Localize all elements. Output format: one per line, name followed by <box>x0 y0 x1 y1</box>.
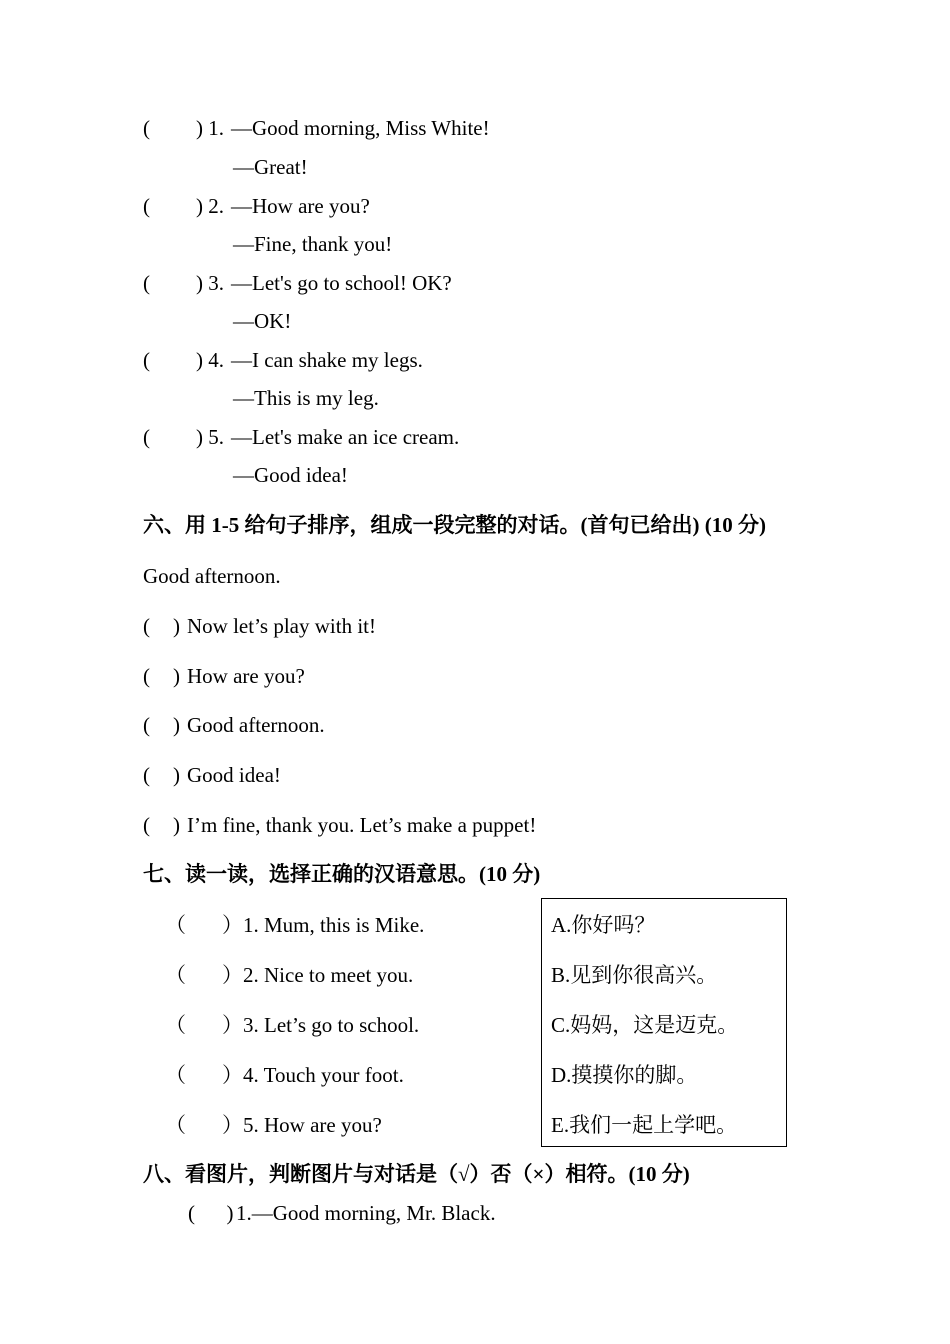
options-box <box>541 898 787 1147</box>
match-paren-open: （ <box>165 913 186 937</box>
order-paren-open: ( <box>143 664 150 688</box>
dialogue-line-1: —Good morning, Miss White! <box>231 116 490 140</box>
match-paren-open: （ <box>165 1113 186 1137</box>
order-paren-close: ) <box>173 763 180 787</box>
dialogue-line-1: —Let's go to school! OK? <box>231 271 452 295</box>
match-sentence: ）2. Nice to meet you. <box>222 963 414 987</box>
section6-first-sentence: Good afternoon. <box>143 564 281 588</box>
section8-heading: 八、看图片，判断图片与对话是（√）否（×）相符。(10 分) <box>143 1162 690 1186</box>
match-paren-open: （ <box>165 1063 186 1087</box>
section6-heading: 六、用 1-5 给句子排序，组成一段完整的对话。(首句已给出) (10 分) <box>143 513 766 537</box>
order-paren-open: ( <box>143 713 150 737</box>
answer-paren-open: ( <box>143 348 150 372</box>
option-d: D.摸摸你的脚。 <box>551 1063 698 1087</box>
order-paren-close: ) <box>173 813 180 837</box>
answer-paren-open: ( <box>143 425 150 449</box>
dialogue-line-2: —Fine, thank you! <box>233 232 393 256</box>
order-paren-close: ) <box>173 614 180 638</box>
order-paren-close: ) <box>173 664 180 688</box>
dialogue-line-1: —I can shake my legs. <box>231 348 423 372</box>
dialogue-line-1: —Let's make an ice cream. <box>231 425 460 449</box>
dialogue-line-2: —This is my leg. <box>233 386 379 410</box>
answer-paren-open: ( <box>143 271 150 295</box>
judge-paren: ( ) <box>188 1201 234 1225</box>
sentence-text: I’m fine, thank you. Let’s make a puppet! <box>187 813 537 837</box>
order-paren-close: ) <box>173 713 180 737</box>
item-number: ) 1. <box>196 116 224 140</box>
dialogue-line-2: —Great! <box>233 155 308 179</box>
item-number: ) 4. <box>196 348 224 372</box>
match-paren-open: （ <box>165 963 186 987</box>
order-paren-open: ( <box>143 763 150 787</box>
match-sentence: ）5. How are you? <box>222 1113 382 1137</box>
item-number: ) 2. <box>196 194 224 218</box>
answer-paren-open: ( <box>143 194 150 218</box>
match-sentence: ）4. Touch your foot. <box>222 1063 404 1087</box>
option-b: B.见到你很高兴。 <box>551 963 718 987</box>
item-number: ) 3. <box>196 271 224 295</box>
match-sentence: ）1. Mum, this is Mike. <box>222 913 425 937</box>
match-paren-open: （ <box>165 1013 186 1037</box>
sentence-text: Good afternoon. <box>187 713 325 737</box>
order-paren-open: ( <box>143 813 150 837</box>
match-sentence: ）3. Let’s go to school. <box>222 1013 420 1037</box>
sentence-text: Now let’s play with it! <box>187 614 376 638</box>
sentence-text: Good idea! <box>187 763 281 787</box>
judge-dialogue: 1.—Good morning, Mr. Black. <box>236 1201 496 1225</box>
sentence-text: How are you? <box>187 664 305 688</box>
dialogue-line-1: —How are you? <box>231 194 370 218</box>
option-c: C.妈妈，这是迈克。 <box>551 1013 739 1037</box>
section7-heading: 七、读一读，选择正确的汉语意思。(10 分) <box>143 862 541 886</box>
option-e: E.我们一起上学吧。 <box>551 1113 738 1137</box>
item-number: ) 5. <box>196 425 224 449</box>
option-a: A.你好吗？ <box>551 913 656 937</box>
dialogue-line-2: —Good idea! <box>233 463 348 487</box>
answer-paren-open: ( <box>143 116 150 140</box>
order-paren-open: ( <box>143 614 150 638</box>
dialogue-line-2: —OK! <box>233 309 292 333</box>
